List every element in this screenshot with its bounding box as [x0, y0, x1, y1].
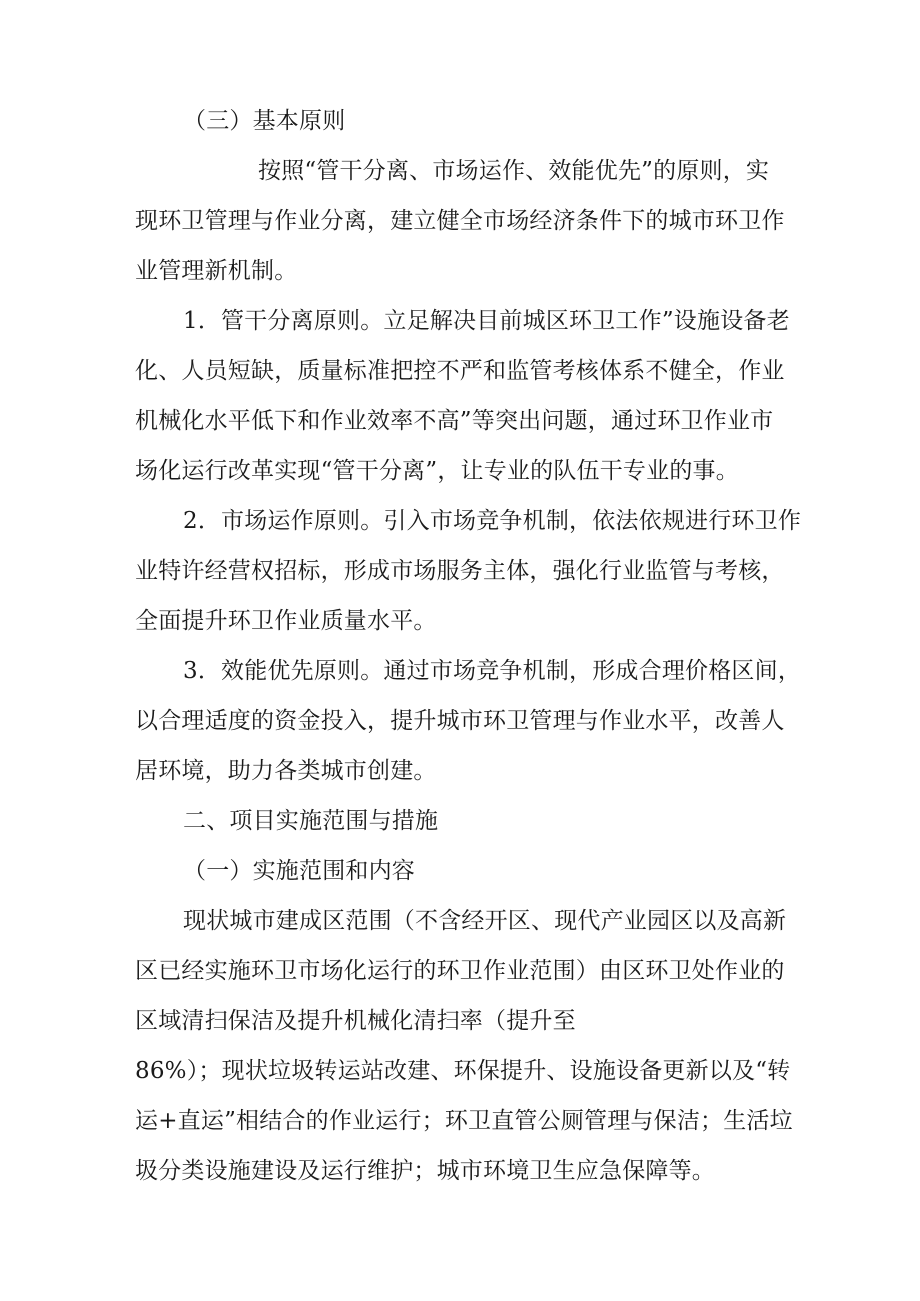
- section-heading-project-scope: 二、项目实施范围与措施: [183, 808, 439, 834]
- section-heading-basic-principles: （三）基本原则: [183, 108, 346, 134]
- principle-3-line-3: 居环境，助力各类城市创建。: [135, 758, 437, 784]
- principle-1-line-3: 机械化水平低下和作业效率不高”等突出问题，通过环卫作业市: [135, 408, 774, 434]
- principle-3-line-2: 以合理适度的资金投入，提升城市环卫管理与作业水平，改善人: [135, 708, 785, 734]
- scope-paragraph-line-6: 圾分类设施建设及运行维护；城市环境卫生应急保障等。: [135, 1158, 715, 1184]
- principle-2-line-2: 业特许经营权招标，形成市场服务主体，强化行业监管与考核，: [135, 558, 785, 584]
- principle-2-line-1: 2．市场运作原则。引入市场竞争机制，依法依规进行环卫作: [183, 508, 802, 534]
- subsection-heading-scope-content: （一）实施范围和内容: [183, 858, 415, 884]
- principle-2-line-3: 全面提升环卫作业质量水平。: [135, 608, 437, 634]
- scope-paragraph-line-3: 区域清扫保洁及提升机械化清扫率（提升至: [135, 1008, 576, 1034]
- scope-paragraph-line-2: 区已经实施环卫市场化运行的环卫作业范围）由区环卫处作业的: [135, 958, 785, 984]
- scope-paragraph-line-1: 现状城市建成区范围（不含经开区、现代产业园区以及高新: [183, 908, 787, 934]
- scope-paragraph-line-5: 运+直运”相结合的作业运行；环卫直管公厕管理与保洁；生活垃: [135, 1108, 793, 1134]
- principle-3-line-1: 3．效能优先原则。通过市场竞争机制，形成合理价格区间，: [183, 658, 802, 684]
- paragraph-intro-line-3: 业管理新机制。: [135, 258, 298, 284]
- paragraph-intro-line-1: 按照“管干分离、市场运作、效能优先”的原则，实: [258, 158, 770, 184]
- principle-1-line-2: 化、人员短缺，质量标准把控不严和监管考核体系不健全，作业: [135, 358, 785, 384]
- scope-paragraph-line-4: 86%）；现状垃圾转运站改建、环保提升、设施设备更新以及“转: [135, 1058, 791, 1084]
- paragraph-intro-line-2: 现环卫管理与作业分离，建立健全市场经济条件下的城市环卫作: [135, 208, 785, 234]
- principle-1-line-1: 1．管干分离原则。立足解决目前城区环卫工作”设施设备老: [183, 308, 790, 334]
- principle-1-line-4: 场化运行改革实现“管干分离”，让专业的队伍干专业的事。: [135, 458, 739, 484]
